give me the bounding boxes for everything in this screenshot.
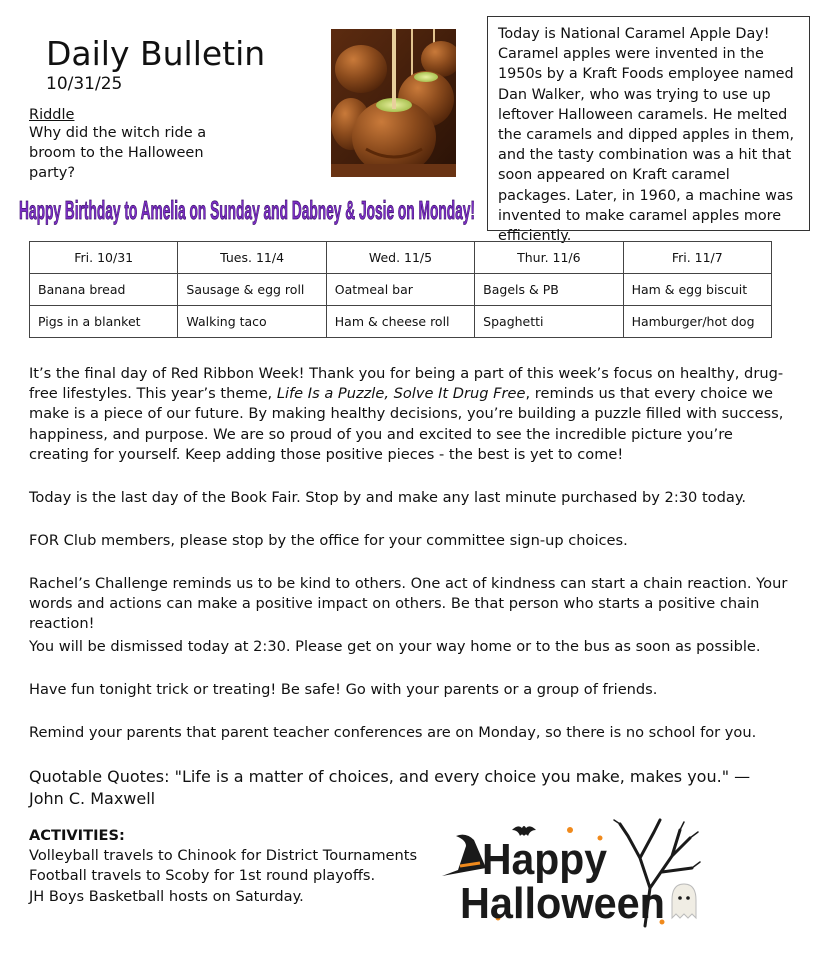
menu-day: Fri. 11/7 xyxy=(623,242,771,274)
lunch-item: Walking taco xyxy=(178,306,326,338)
red-ribbon-text-end: , reminds us that every choice we make is a piece of our future. By making healthy decisions, you’re building a puzzle filled with success, happiness, and purpose. We are so proud of you and excited to see the incredible picture you’re creating for yourself. Keep adding those positive pieces - the best is yet to come! xyxy=(29,385,784,463)
lunch-item: Spaghetti xyxy=(475,306,623,338)
page-title: Daily Bulletin xyxy=(46,34,266,73)
activities-label: ACTIVITIES: xyxy=(29,827,125,844)
rachels-challenge-announcement: Rachel’s Challenge reminds us to be kind to others. One act of kindness can start a chain reaction. Your words and actions can make a positive impact on others. Be that person who starts a positive chain reaction! xyxy=(29,575,788,633)
lunch-menu-table xyxy=(29,241,772,338)
breakfast-item: Sausage & egg roll xyxy=(178,274,326,306)
conferences-announcement: Remind your parents that parent teacher conferences are on Monday, so there is no school for you. xyxy=(29,724,757,741)
breakfast-item: Banana bread xyxy=(30,274,178,306)
menu-day: Thur. 11/6 xyxy=(475,242,623,274)
halloween-text: Halloween xyxy=(460,879,665,928)
activity-item: Football travels to Scoby for 1st round playoffs. xyxy=(29,867,376,885)
riddle-question: Why did the witch ride a broom to the Halloween party? xyxy=(29,125,207,181)
caramel-apple-day-fact: Today is National Caramel Apple Day! Caramel apples were invented in the 1950s by a Kraft Foods employee named Dan Walker, who was trying to use up leftover Halloween caramels. He melted the caramels and dipped apples in them, and the tasty combination was a hit that soon appeared on Kraft caramel packages. Later, in 1960, a machine was invented to make caramel apples more efficiently. xyxy=(487,16,810,231)
menu-day: Wed. 11/5 xyxy=(326,242,474,274)
lunch-item: Hamburger/hot dog xyxy=(623,306,771,338)
table-row xyxy=(30,242,772,274)
quotable-quote: Quotable Quotes: "Life is a matter of choices, and every choice you make, makes you." — John C. Maxwell xyxy=(29,767,751,808)
menu-day: Tues. 11/4 xyxy=(178,242,326,274)
red-ribbon-week-announcement xyxy=(29,364,789,465)
breakfast-item: Ham & egg biscuit xyxy=(623,274,771,306)
happy-halloween-art xyxy=(440,818,702,928)
breakfast-item: Oatmeal bar xyxy=(326,274,474,306)
lunch-item: Pigs in a blanket xyxy=(30,306,178,338)
activity-item: JH Boys Basketball hosts on Saturday. xyxy=(29,887,304,905)
birthday-banner-text: Happy Birthday to Amelia on Sunday and Dabney & Josie on Monday! xyxy=(19,195,476,225)
ghost-icon xyxy=(672,884,696,918)
lunch-item: Ham & cheese roll xyxy=(326,306,474,338)
caramel-apple-photo xyxy=(331,29,456,177)
for-club-announcement: FOR Club members, please stop by the office for your committee sign-up choices. xyxy=(29,532,628,549)
red-ribbon-text-start: It’s the final day of Red Ribbon Week! Thank you for being a part of this week’s focus on healthy, drug-free lifestyles. This year’s theme, xyxy=(29,365,784,403)
table-row xyxy=(30,306,772,338)
bulletin-date: 10/31/25 xyxy=(46,74,123,94)
dismissal-announcement: You will be dismissed today at 2:30. Please get on your way home or to the bus as soon as possible. xyxy=(29,638,761,655)
happy-text: Happy xyxy=(482,835,608,884)
activities-section xyxy=(29,826,417,907)
activity-item: Volleyball travels to Chinook for District Tournaments xyxy=(29,847,418,865)
red-ribbon-theme: Life Is a Puzzle, Solve It Drug Free xyxy=(276,385,526,403)
birthday-banner xyxy=(17,188,477,230)
riddle-label: Riddle xyxy=(29,107,75,123)
witch-hat-icon xyxy=(442,835,486,876)
breakfast-item: Bagels & PB xyxy=(475,274,623,306)
table-row xyxy=(30,274,772,306)
menu-day: Fri. 10/31 xyxy=(30,242,178,274)
book-fair-announcement: Today is the last day of the Book Fair. Stop by and make any last minute purchased by 2:30 today. xyxy=(29,489,747,506)
trick-or-treat-announcement: Have fun tonight trick or treating! Be safe! Go with your parents or a group of friends. xyxy=(29,681,658,698)
